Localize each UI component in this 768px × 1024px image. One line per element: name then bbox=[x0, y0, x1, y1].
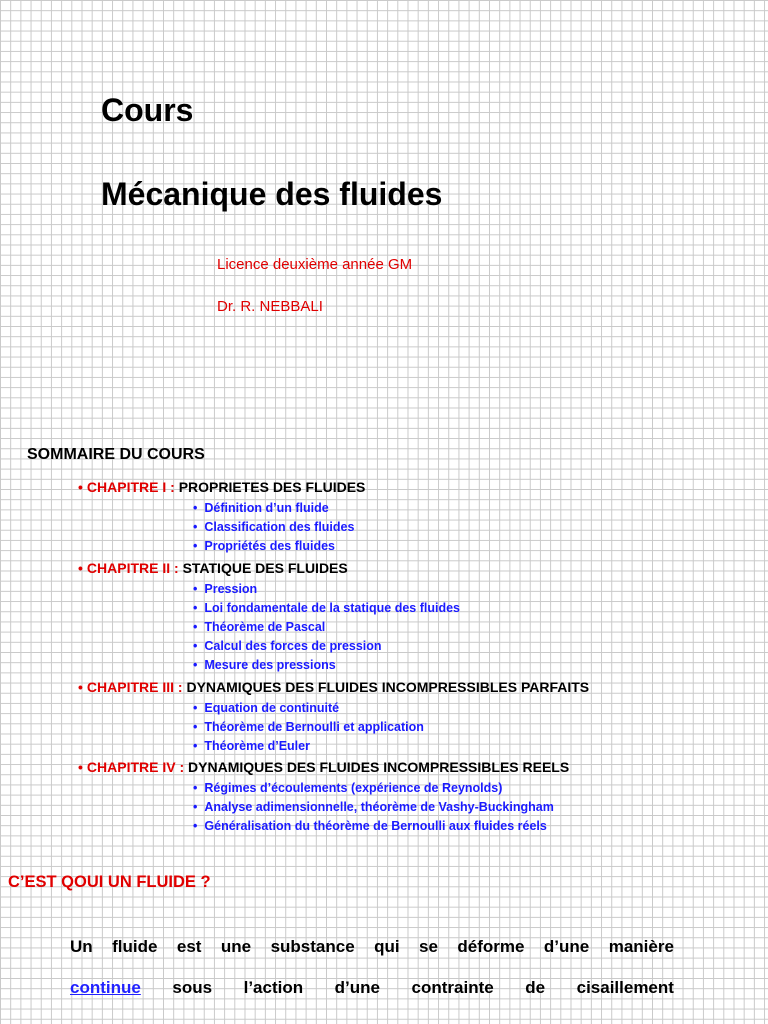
chapter-3 bbox=[78, 679, 589, 695]
chapter-item bbox=[193, 620, 325, 634]
bullet: • bbox=[193, 720, 198, 734]
item-text: Analyse adimensionnelle, théorème de Vashy-Buckingham bbox=[204, 800, 554, 814]
chapter-label: CHAPITRE IV : bbox=[86, 759, 185, 775]
word: fluide bbox=[112, 937, 158, 956]
item-text: Pression bbox=[204, 582, 258, 596]
bullet: • bbox=[78, 679, 83, 695]
chapter-item bbox=[193, 781, 502, 795]
chapter-item bbox=[193, 658, 336, 672]
word: se bbox=[419, 937, 438, 956]
item-text: Mesure des pressions bbox=[204, 658, 336, 672]
chapter-item bbox=[193, 539, 335, 553]
word: contrainte bbox=[411, 978, 494, 997]
word: Un bbox=[70, 937, 93, 956]
chapter-item bbox=[193, 701, 339, 715]
bullet: • bbox=[193, 501, 198, 515]
chapter-item bbox=[193, 720, 424, 734]
bullet: • bbox=[193, 639, 198, 653]
chapter-label: CHAPITRE II : bbox=[86, 560, 179, 576]
course-label: Cours bbox=[101, 92, 194, 128]
word: déforme bbox=[457, 937, 525, 956]
bullet: • bbox=[193, 539, 198, 553]
item-text: Théorème de Pascal bbox=[204, 620, 326, 634]
item-text: Loi fondamentale de la statique des fluides bbox=[204, 601, 460, 615]
word: une bbox=[220, 937, 252, 956]
course-title: Mécanique des fluides bbox=[101, 176, 443, 212]
chapter-name: STATIQUE DES FLUIDES bbox=[178, 560, 348, 576]
chapter-item bbox=[193, 819, 547, 833]
bullet: • bbox=[78, 759, 83, 775]
chapter-1 bbox=[78, 479, 365, 495]
bullet: • bbox=[193, 601, 198, 615]
chapter-item bbox=[193, 800, 554, 814]
bullet: • bbox=[193, 658, 198, 672]
course-level: Licence deuxième année GM bbox=[217, 256, 413, 273]
chapter-item bbox=[193, 501, 329, 515]
item-text: Equation de continuité bbox=[204, 701, 340, 715]
bullet: • bbox=[78, 479, 83, 495]
summary-title: SOMMAIRE DU COURS bbox=[27, 446, 205, 463]
word: manière bbox=[608, 937, 674, 956]
word: sous bbox=[172, 978, 213, 997]
bullet: • bbox=[193, 800, 198, 814]
item-text: Calcul des forces de pression bbox=[204, 639, 382, 653]
chapter-name: DYNAMIQUES DES FLUIDES INCOMPRESSIBLES PARFAITS bbox=[182, 679, 590, 695]
bullet: • bbox=[193, 819, 198, 833]
word: de bbox=[525, 978, 546, 997]
chapter-item bbox=[193, 601, 460, 615]
continue-link[interactable]: continue bbox=[70, 978, 141, 997]
item-text: Théorème d’Euler bbox=[204, 739, 310, 753]
chapter-name: PROPRIETES DES FLUIDES bbox=[178, 479, 366, 495]
word: cisaillement bbox=[576, 978, 674, 997]
chapter-item bbox=[193, 520, 354, 534]
bullet: • bbox=[193, 582, 198, 596]
item-text: Généralisation du théorème de Bernoulli aux fluides réels bbox=[204, 819, 547, 833]
bullet: • bbox=[193, 620, 198, 634]
bullet: • bbox=[193, 781, 198, 795]
chapter-2 bbox=[78, 560, 348, 576]
item-text: Théorème de Bernoulli et application bbox=[204, 720, 424, 734]
word: d’une bbox=[334, 978, 380, 997]
chapter-item bbox=[193, 639, 382, 653]
chapter-label: CHAPITRE III : bbox=[86, 679, 183, 695]
bullet: • bbox=[193, 739, 198, 753]
section-question: C’EST QOUI UN FLUIDE ? bbox=[8, 873, 211, 891]
bullet: • bbox=[78, 560, 83, 576]
word: l’action bbox=[243, 978, 304, 997]
chapter-name: DYNAMIQUES DES FLUIDES INCOMPRESSIBLES REELS bbox=[184, 759, 570, 775]
word: d’une bbox=[543, 937, 590, 956]
item-text: Définition d’un fluide bbox=[204, 501, 329, 515]
chapter-item bbox=[193, 582, 257, 596]
bullet: • bbox=[193, 520, 198, 534]
item-text: Classification des fluides bbox=[204, 520, 355, 534]
item-text: Propriétés des fluides bbox=[204, 539, 335, 553]
chapter-4 bbox=[78, 759, 569, 775]
definition-line-1 bbox=[70, 937, 674, 957]
word: qui bbox=[374, 937, 400, 956]
course-author: Dr. R. NEBBALI bbox=[217, 298, 323, 315]
word: est bbox=[176, 937, 202, 956]
bullet: • bbox=[193, 701, 198, 715]
item-text: Régimes d’écoulements (expérience de Reynolds) bbox=[204, 781, 503, 795]
definition-line-2 bbox=[70, 978, 674, 998]
chapter-item bbox=[193, 739, 310, 753]
word: substance bbox=[270, 937, 355, 956]
chapter-label: CHAPITRE I : bbox=[86, 479, 179, 495]
